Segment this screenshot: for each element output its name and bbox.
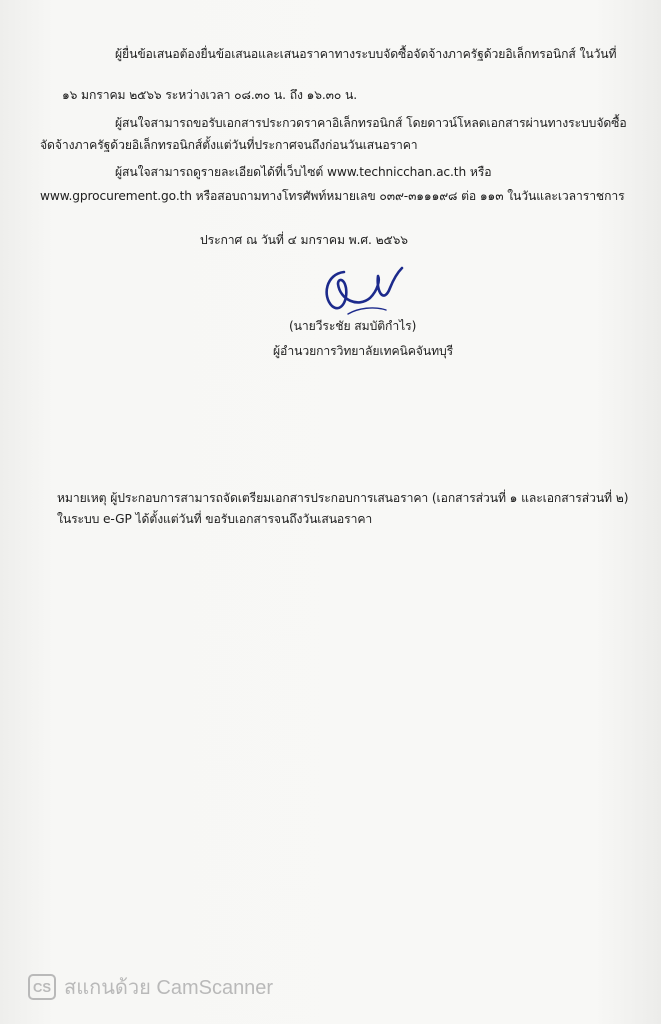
remark-line-2: ในระบบ e-GP ได้ตั้งแต่วันที่ ขอรับเอกสารจนถึงวันเสนอราคา [57,512,373,526]
paragraph-1-line-1: ผู้ยื่นข้อเสนอต้องยื่นข้อเสนอและเสนอราคาทางระบบจัดซื้อจัดจ้างภาครัฐด้วยอิเล็กทรอนิกส์ ในวันที่ [115,47,617,61]
paragraph-2-line-2: จัดจ้างภาครัฐด้วยอิเล็กทรอนิกส์ตั้งแต่วันที่ประกาศจนถึงก่อนวันเสนอราคา [40,138,418,152]
camscanner-watermark [28,972,273,1002]
paragraph-1-line-2: ๑๖ มกราคม ๒๕๖๖ ระหว่างเวลา ๐๘.๓๐ น. ถึง ๑๖.๓๐ น. [62,88,358,102]
signatory-name: (นายวีระชัย สมบัติกำไร) [289,319,417,333]
paragraph-3-line-2: www.gprocurement.go.th หรือสอบถามทางโทรศัพท์หมายเลข ๐๓๙-๓๑๑๑๙๘ ต่อ ๑๑๓ ในวันและเวลาราชการ [40,189,625,203]
announcement-date: ประกาศ ณ วันที่ ๔ มกราคม พ.ศ. ๒๕๖๖ [200,233,408,247]
paragraph-3-line-1: ผู้สนใจสามารถดูรายละเอียดได้ที่เว็บไซต์ www.technicchan.ac.th หรือ [115,165,492,179]
camscanner-logo-icon: CS [28,974,56,1000]
camscanner-text: สแกนด้วย CamScanner [64,977,274,999]
signatory-position: ผู้อำนวยการวิทยาลัยเทคนิคจันทบุรี [273,344,454,358]
paragraph-2-line-1: ผู้สนใจสามารถขอรับเอกสารประกวดราคาอิเล็กทรอนิกส์ โดยดาวน์โหลดเอกสารผ่านทางระบบจัดซื้อ [115,116,627,130]
remark-line-1: หมายเหตุ ผู้ประกอบการสามารถจัดเตรียมเอกสารประกอบการเสนอราคา (เอกสารส่วนที่ ๑ และเอกสารส่วนที่ ๒) [57,491,629,505]
